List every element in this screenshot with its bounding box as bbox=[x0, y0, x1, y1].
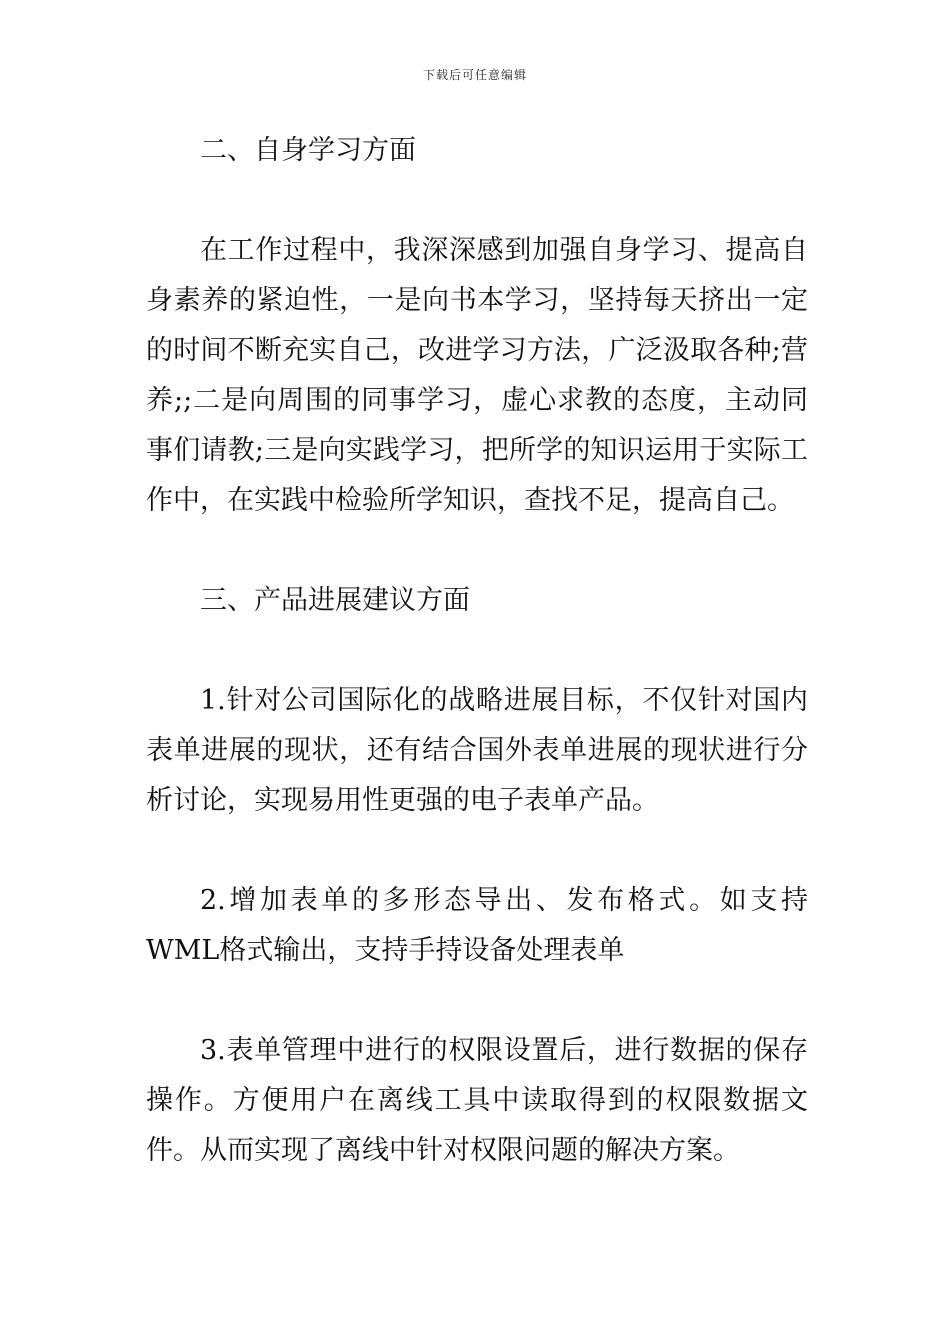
paragraph-suggestion-1: 1.针对公司国际化的战略进展目标，不仅针对国内表单进展的现状，还有结合国外表单进展的现状进行分析讨论，实现易用性更强的电子表单产品。 bbox=[146, 685, 808, 816]
paragraph-suggestion-3: 3.表单管理中进行的权限设置后，进行数据的保存操作。方便用户在离线工具中读取得到的权限数据文件。从而实现了离线中针对权限问题的解决方案。 bbox=[146, 1035, 808, 1166]
page-header-note: 下载后可任意编辑 bbox=[422, 68, 527, 82]
paragraph-suggestion-2: 2.增加表单的多形态导出、发布格式。如支持WML格式输出，支持手持设备处理表单 bbox=[146, 885, 808, 966]
section-heading-self-study: 二、自身学习方面 bbox=[200, 135, 416, 166]
section-heading-product-suggestions: 三、产品进展建议方面 bbox=[200, 585, 470, 616]
document-body bbox=[146, 126, 808, 1176]
paragraph-self-study: 在工作过程中，我深深感到加强自身学习、提高自身素养的紧迫性，一是向书本学习，坚持每天挤出一定的时间不断充实自己，改进学习方法，广泛汲取各种;营养;;二是向周围的同事学习，虚心求教的态度，主动同事们请教;三是向实践学习，把所学的知识运用于实际工作中，在实践中检验所学知识，查找不足，提高自己。 bbox=[146, 235, 808, 516]
